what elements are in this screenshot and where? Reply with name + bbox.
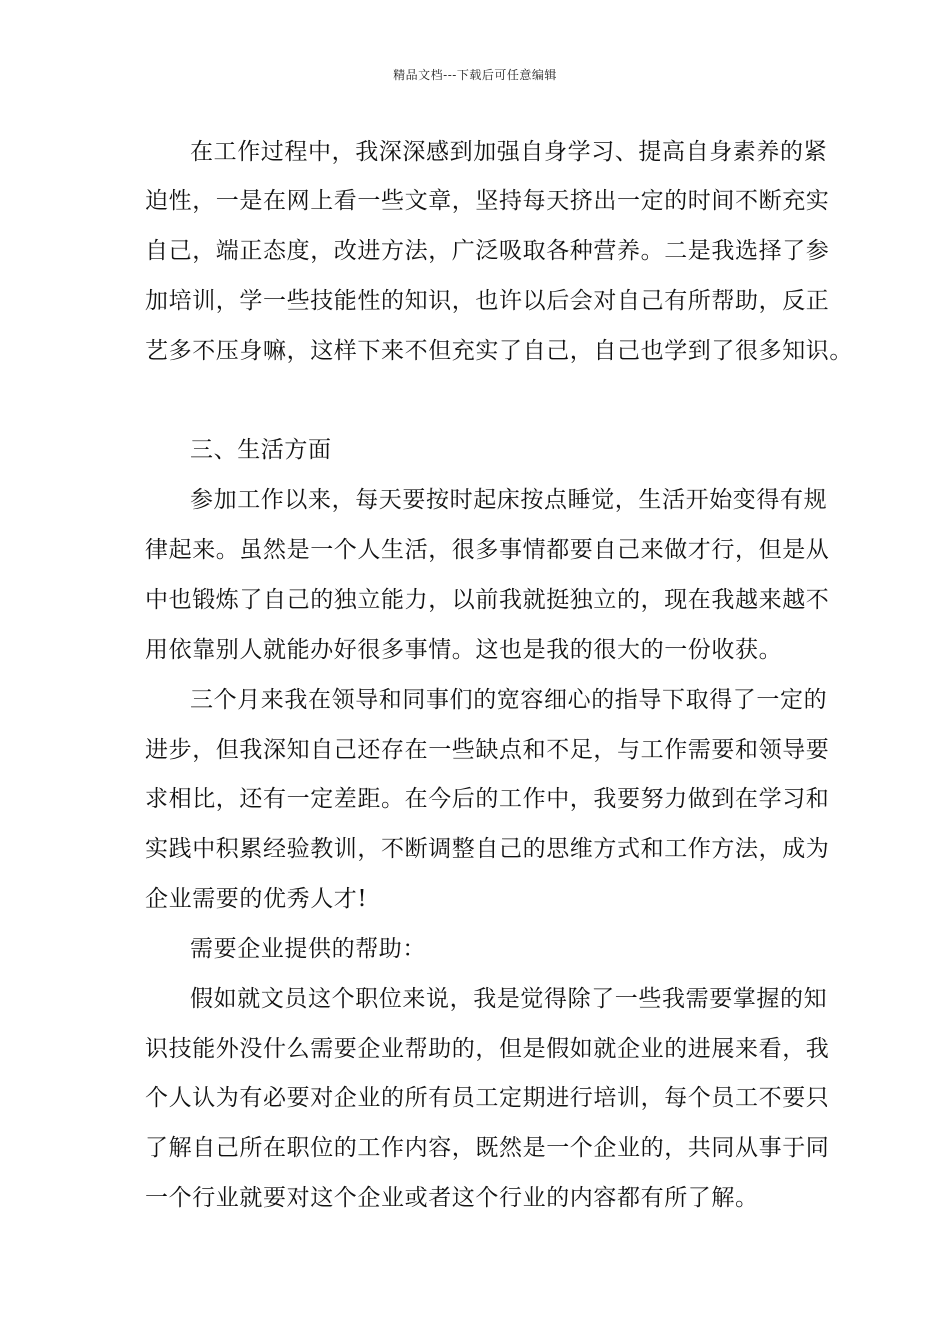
paragraph-4-line-4: 了解自己所在职位的工作内容，既然是一个企业的，共同从事于同 <box>145 1135 830 1161</box>
needed-help-heading: 需要企业提供的帮助： <box>190 936 426 962</box>
paragraph-4-line-5: 一个行业就要对这个企业或者这个行业的内容都有所了解。 <box>145 1185 759 1211</box>
paragraph-3-line-4: 实践中积累经验教训，不断调整自己的思维方式和工作方法，成为 <box>145 836 830 862</box>
paragraph-2-line-1: 参加工作以来，每天要按时起床按点睡觉，生活开始变得有规 <box>190 487 828 513</box>
paragraph-2-line-4: 用依靠别人就能办好很多事情。这也是我的很大的一份收获。 <box>145 637 783 663</box>
paragraph-1-line-4: 加培训，学一些技能性的知识，也许以后会对自己有所帮助，反正 <box>145 288 830 314</box>
paragraph-1-line-2: 迫性，一是在网上看一些文章，坚持每天挤出一定的时间不断充实 <box>145 188 830 214</box>
paragraph-3-line-1: 三个月来我在领导和同事们的宽容细心的指导下取得了一定的 <box>190 687 828 713</box>
paragraph-2-line-2: 律起来。虽然是一个人生活，很多事情都要自己来做才行，但是从 <box>145 537 830 563</box>
paragraph-2-line-3: 中也锻炼了自己的独立能力，以前我就挺独立的，现在我越来越不 <box>145 587 830 613</box>
paragraph-3-line-2: 进步，但我深知自己还存在一些缺点和不足，与工作需要和领导要 <box>145 737 830 763</box>
paragraph-3-line-3: 求相比，还有一定差距。在今后的工作中，我要努力做到在学习和 <box>145 786 830 812</box>
section-heading-life: 三、生活方面 <box>190 437 332 463</box>
page-header: 精品文档---下载后可任意编辑 <box>393 68 557 82</box>
paragraph-4-line-2: 识技能外没什么需要企业帮助的，但是假如就企业的进展来看，我 <box>145 1036 830 1062</box>
paragraph-4-line-3: 个人认为有必要对企业的所有员工定期进行培训，每个员工不要只 <box>145 1085 830 1111</box>
paragraph-4-line-1: 假如就文员这个职位来说，我是觉得除了一些我需要掌握的知 <box>190 986 828 1012</box>
paragraph-1-line-1: 在工作过程中，我深深感到加强自身学习、提高自身素养的紧 <box>190 139 828 165</box>
paragraph-3-line-5: 企业需要的优秀人才! <box>145 886 368 912</box>
paragraph-1-line-3: 自己，端正态度，改进方法，广泛吸取各种营养。二是我选择了参 <box>145 238 830 264</box>
paragraph-1-line-5: 艺多不压身嘛，这样下来不但充实了自己，自己也学到了很多知识。 <box>145 338 853 364</box>
